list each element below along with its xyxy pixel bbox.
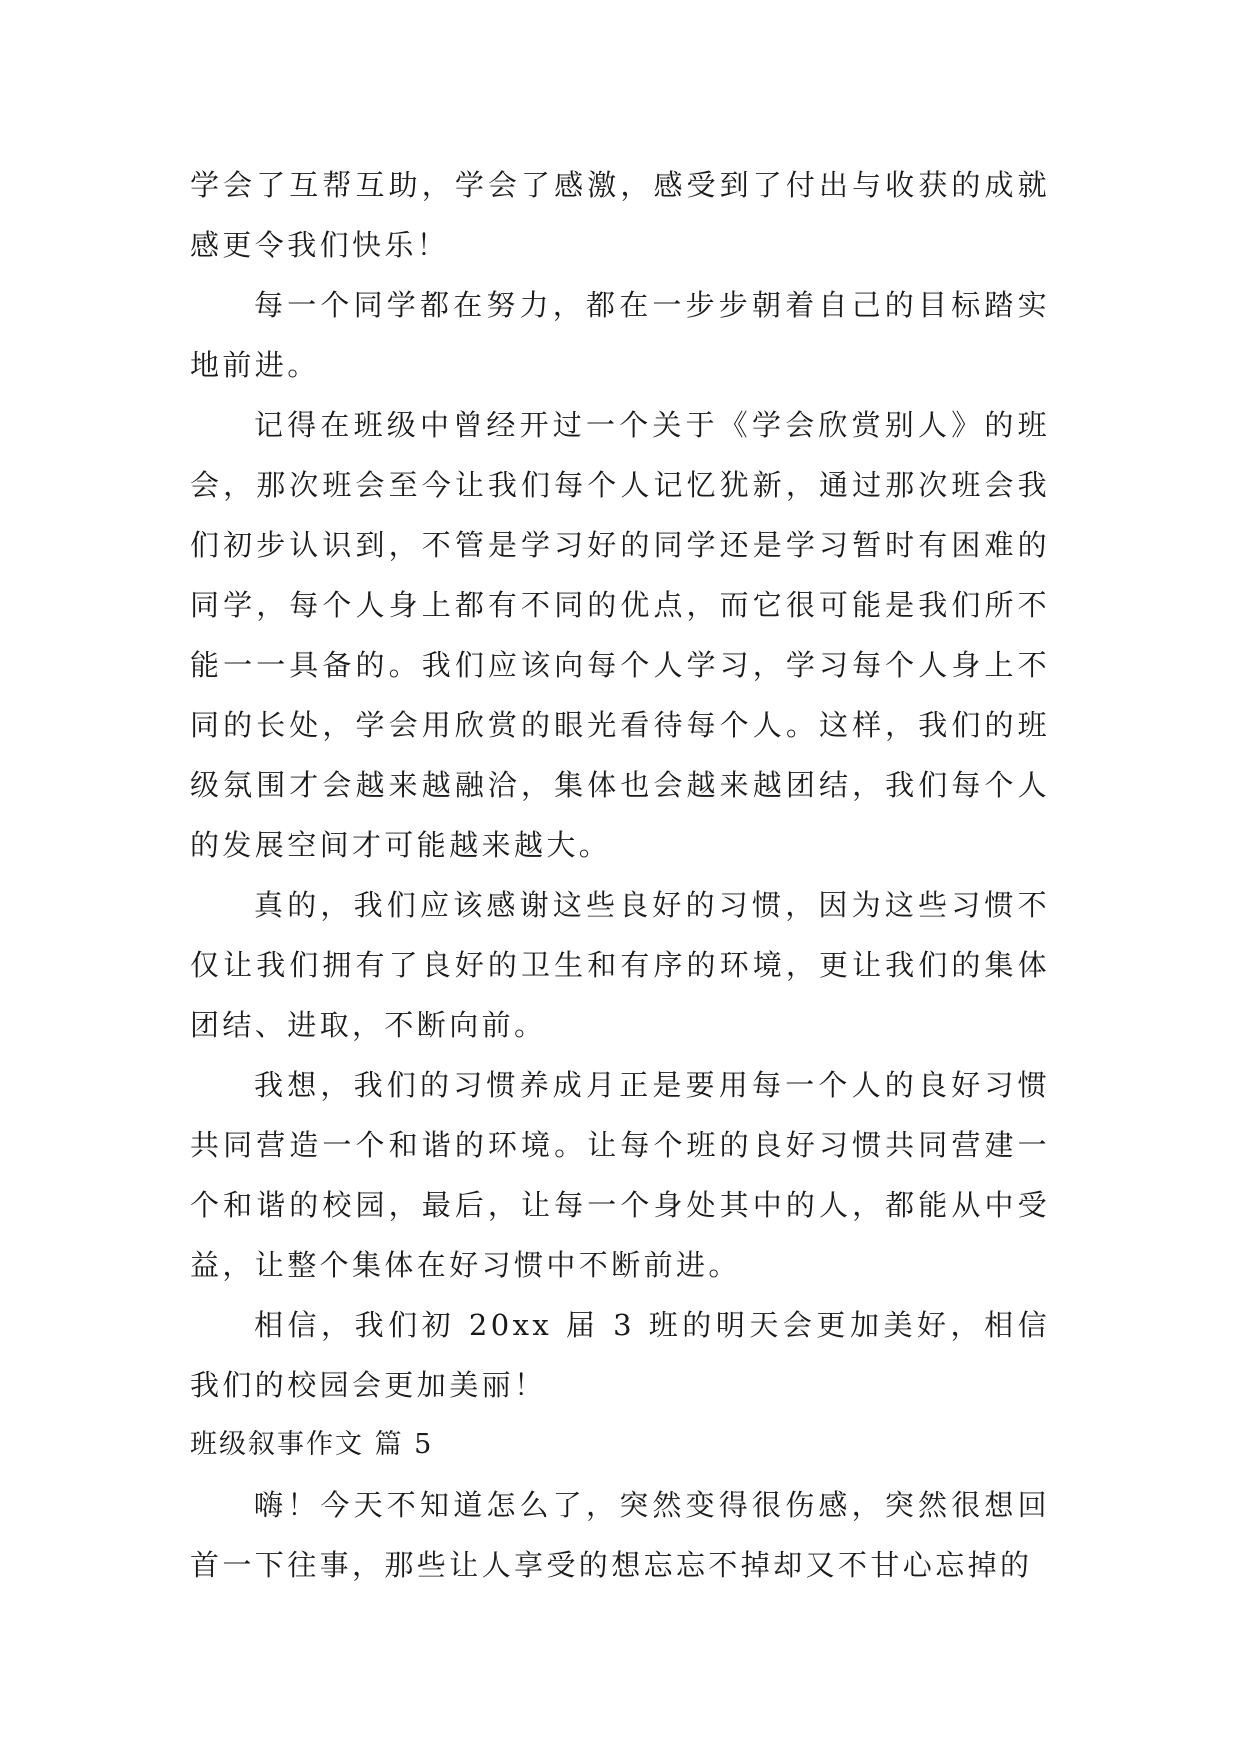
section-heading: 班级叙事作文 篇 5 <box>190 1429 434 1460</box>
paragraph-6: 相信，我们初 20xx 届 3 班的明天会更加美好，相信我们的校园会更加美丽！ <box>190 1308 1050 1402</box>
paragraph-final: 嗨！今天不知道怎么了，突然变得很伤感，突然很想回首一下往事，那些让人享受的想忘忘不掉却又不甘心忘掉的 <box>190 1488 1050 1582</box>
paragraph-2: 每一个同学都在努力，都在一步步朝着自己的目标踏实地前进。 <box>190 288 1050 382</box>
paragraph-3: 记得在班级中曾经开过一个关于《学会欣赏别人》的班会，那次班会至今让我们每个人记忆犹新，通过那次班会我们初步认识到，不管是学习好的同学还是学习暂时有困难的同学，每个人身上都有不同的优点，而它很可能是我们所不能一一具备的。我们应该向每个人学习，学习每个人身上不同的长处，学会用欣赏的眼光看待每个人。这样，我们的班级氛围才会越来越融洽，集体也会越来越团结，我们每个人的发展空间才可能越来越大。 <box>190 408 1050 862</box>
document-page <box>190 155 1050 1595</box>
paragraph-1: 学会了互帮互助，学会了感激，感受到了付出与收获的成就感更令我们快乐！ <box>190 168 1050 262</box>
paragraph-5: 我想，我们的习惯养成月正是要用每一个人的良好习惯共同营造一个和谐的环境。让每个班的良好习惯共同营建一个和谐的校园，最后，让每一个身处其中的人，都能从中受益，让整个集体在好习惯中不断前进。 <box>190 1068 1050 1282</box>
paragraph-4: 真的，我们应该感谢这些良好的习惯，因为这些习惯不仅让我们拥有了良好的卫生和有序的环境，更让我们的集体团结、进取，不断向前。 <box>190 888 1050 1042</box>
